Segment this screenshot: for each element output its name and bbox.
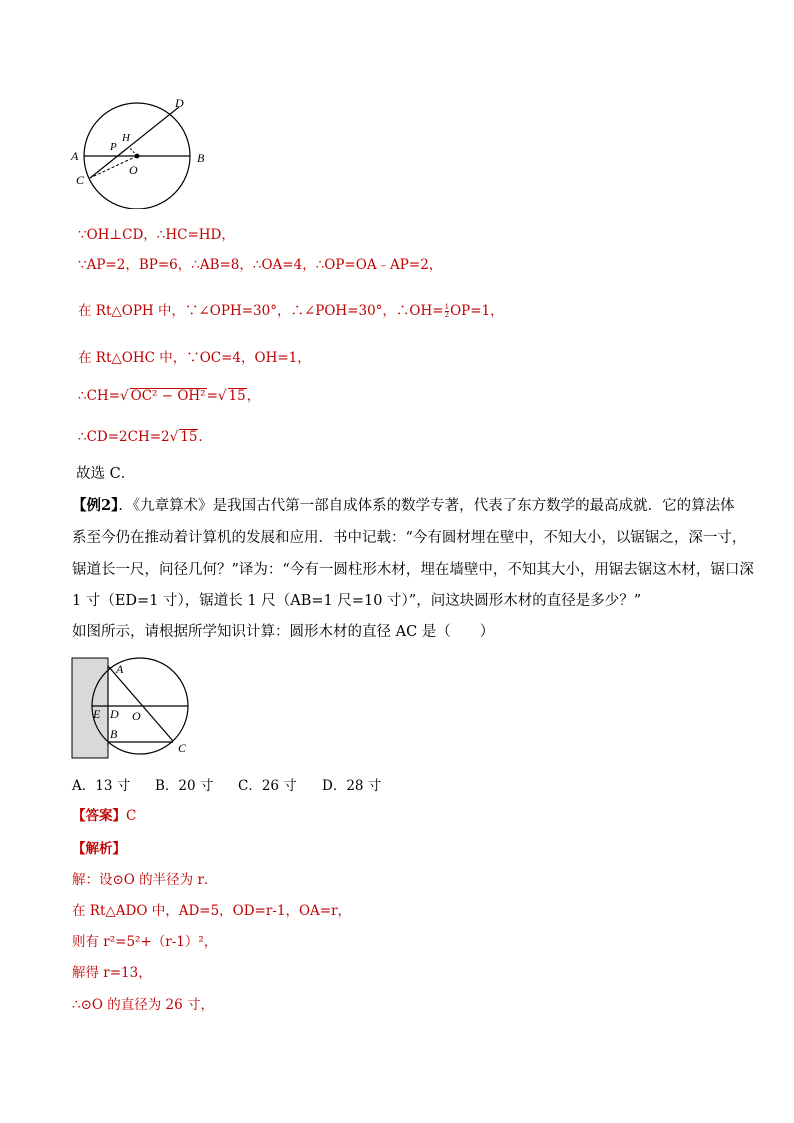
label-b: B [110,727,118,741]
option-b: B．20 寸 [155,778,214,794]
solution-line-6-pre: ∴CD=2CH=2 [78,429,170,445]
label-a: A [116,662,124,676]
fraction-numerator: 1 [444,303,450,311]
label-c: C [76,173,85,187]
answer-line [72,807,136,825]
wall-shaded [72,658,108,758]
option-d: D．28 寸 [322,778,382,794]
solution-line-4: 在 Rt△OHC 中，∵OC=4，OH=1， [78,350,311,366]
analysis-line-2: 在 Rt△ADO 中，AD=5，OD=r-1，OA=r， [72,903,352,919]
example-2-line-5: 如图所示，请根据所学知识计算：圆形木材的直径 AC 是（ ） [72,624,495,640]
analysis-line-3: 则有 r²=5²+（r-1）²， [72,934,218,950]
answer-tag: 【答案】 [72,808,126,824]
option-c: C．26 寸 [238,778,297,794]
solution-line-5-post: ， [246,388,261,404]
solution-line-2: ∵AP=2，BP=6，∴AB=8，∴OA=4，∴OP=OA﹣AP=2， [78,257,443,273]
analysis-line-4: 解得 r=13， [72,965,152,981]
label-p: P [110,141,117,153]
fraction-half [445,304,449,319]
label-b: B [197,151,205,165]
center-o-dot [135,154,140,159]
solution-line-3-post: OP=1， [450,303,504,319]
solution-line-5-mid: = [206,388,218,404]
label-d: D [175,96,184,110]
diameter-ac [108,666,173,741]
figure-2-wood-in-wall-diagram [70,656,200,760]
label-h: H [122,132,130,144]
example-2-line-4: 1 寸（ED=1 寸），锯道长 1 尺（AB=1 尺=10 寸）”，问这块圆形木材的直径是多少？” [72,593,642,609]
solution-line-6 [78,428,212,446]
option-a: A．13 寸 [72,778,131,794]
radical-sign: √ [120,388,129,404]
label-d: D [110,707,119,721]
example-2-text-1: ．《九章算术》是我国古代第一部自成体系的数学专著，代表了东方数学的最高成就．它的算法体 [118,498,735,514]
answer-value: C [126,808,137,824]
example-2-line-2: 系至今仍在推动着计算机的发展和应用．书中记载：“今有圆材埋在壁中，不知大小，以锯锯之，深一寸， [72,530,747,546]
label-c: C [178,741,187,755]
radicand-3: 15 [180,429,198,445]
solution-line-1: ∵OH⊥CD，∴HC=HD， [78,227,235,243]
solution-line-5-pre: ∴CH= [78,388,121,404]
solution-line-5 [78,387,260,405]
label-e: E [93,707,101,721]
radical-sign: √ [217,388,227,404]
radicand-2: 15 [228,388,246,404]
label-a: A [71,149,79,163]
choice-statement: 故选 C． [76,466,136,482]
solution-line-3 [78,302,504,320]
analysis-line-5: ∴⊙O 的直径为 26 寸， [72,997,215,1013]
label-o: O [132,709,141,723]
example-2-line-3: 锯道长一尺，问径几何？”译为：“今有一圆柱形木材，埋在墙壁中，不知其大小，用锯去锯这木材，锯口深 [72,562,754,578]
example-2-tag: 【例2】 [72,497,119,514]
solution-line-6-post: ． [198,429,212,445]
example-2-line-1 [72,496,735,516]
radical-sign: √ [169,429,179,445]
radicand-1: OC² − OH² [130,388,206,404]
solution-line-3-pre: 在 Rt△OPH 中，∵∠OPH=30°，∴∠POH=30°，∴OH= [78,303,444,319]
analysis-line-1: 解：设⊙O 的半径为 r． [72,872,218,888]
analysis-tag: 【解析】 [72,841,126,857]
fraction-denominator: 2 [444,311,450,319]
figure-1-circle-diagram [66,94,226,209]
label-o: O [129,163,138,177]
